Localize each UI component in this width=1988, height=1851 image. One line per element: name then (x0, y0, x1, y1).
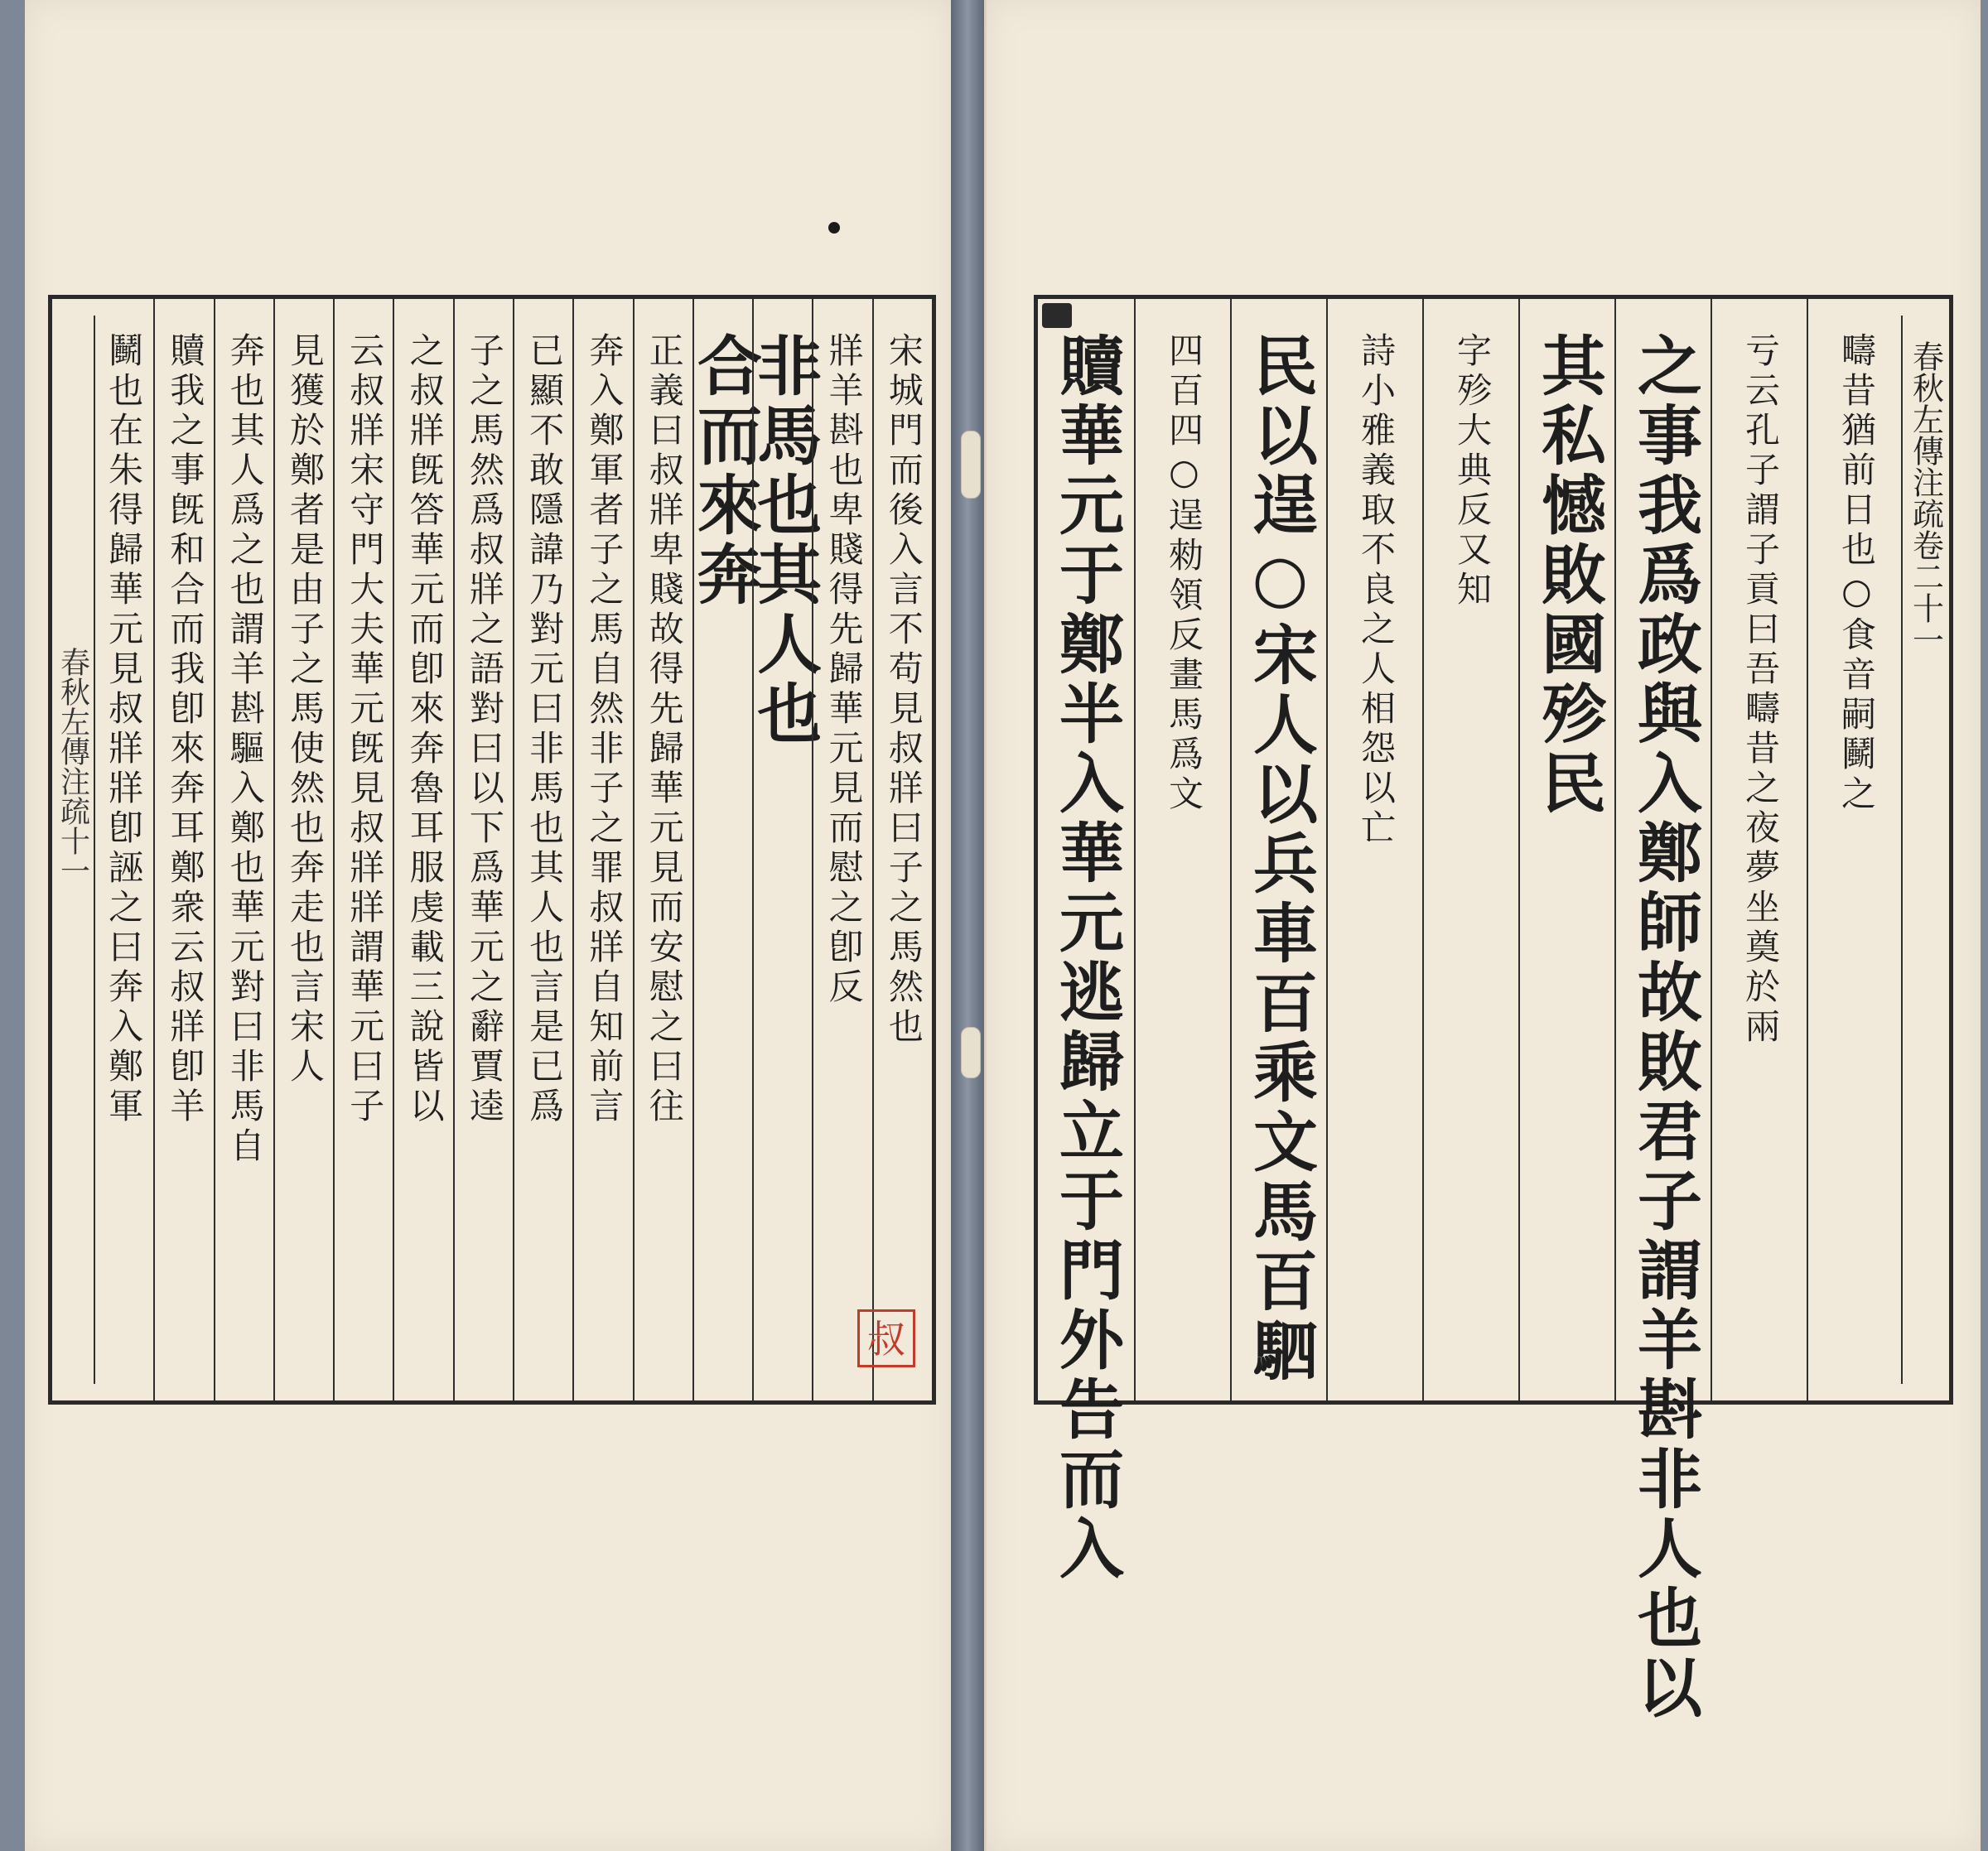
right-text-frame (1034, 295, 1953, 1723)
column-text: 之事我爲政與入鄭師故敗君子謂羊斟非人也以 (1627, 332, 1702, 1723)
text-column (572, 299, 634, 1400)
left-text-frame (48, 295, 936, 1405)
text-column (214, 299, 275, 1400)
column-text: 云叔牂宋守門大夫華元旣見叔牂牂謂華元曰子 (345, 332, 386, 1127)
binding-thread (961, 1027, 981, 1078)
left-margin-strip (52, 316, 95, 1384)
column-text: 奔也其人爲之也謂羊斟驅入鄭也華元對曰非馬自 (224, 332, 266, 1167)
text-column (1038, 299, 1134, 1584)
text-column (1326, 299, 1424, 1400)
text-column (1134, 299, 1232, 1400)
column-text: 非馬也其人也 (746, 332, 823, 750)
seal-char: 叔 (867, 1317, 905, 1362)
column-text: 鬭也在朱得歸華元見叔牂牂卽誣之曰奔入鄭軍 (104, 332, 145, 1127)
corner-mark (1042, 303, 1072, 328)
column-text: 正義曰叔牂卑賤故得先歸華元見而安慰之曰往 (644, 332, 685, 1127)
text-column (393, 299, 454, 1400)
text-column (94, 299, 153, 1400)
text-column (812, 299, 873, 1400)
column-text: 子之馬然爲叔牂之語對曰以下爲華元之辭賈逵 (464, 332, 505, 1127)
column-text: 民以逞○宋人以兵車百乘文馬百駟 (1242, 332, 1318, 1386)
column-text: 之叔牂旣答華元而卽來奔魯耳服虔載三說皆以 (404, 332, 446, 1127)
text-column (1614, 299, 1712, 1723)
text-column (333, 299, 394, 1400)
text-column (453, 299, 514, 1400)
text-column (872, 299, 934, 1400)
margin-title: 春秋左傳注疏十一 (55, 647, 90, 885)
text-column (1711, 299, 1808, 1400)
column-text: 四百四○逞勑領反畫馬爲文 (1164, 332, 1204, 815)
text-column (1230, 299, 1328, 1400)
column-text: 牂羊斟也卑賤得先歸華元見而慰之卽反 (823, 332, 865, 1008)
column-text: 亏云孔子謂子貢曰吾疇昔之夜夢坐奠於兩 (1740, 332, 1781, 1048)
binding-thread (961, 431, 981, 499)
column-text: 疇昔猶前日也○食音嗣鬭之 (1836, 332, 1877, 815)
column-text: 宋城門而後入言不苟見叔牂曰子之馬然也 (883, 332, 924, 1048)
margin-title: 春秋左傳注疏卷二十一 (1907, 340, 1944, 655)
column-text: 已顯不敢隱諱乃對元曰非馬也其人也言是已爲 (524, 332, 566, 1127)
column-text: 合而來奔 (686, 332, 762, 610)
text-column (1422, 299, 1520, 1400)
column-text: 贖華元于鄭半入華元逃歸立于門外告而入 (1049, 332, 1124, 1584)
ink-dot (828, 222, 840, 234)
red-seal (857, 1309, 915, 1367)
text-column (1518, 299, 1616, 1400)
column-text: 贖我之事旣和合而我卽來奔耳鄭衆云叔牂卽羊 (165, 332, 206, 1127)
column-text: 字殄大典反又知 (1452, 332, 1493, 610)
text-column (513, 299, 574, 1400)
column-text: 奔入鄭軍者子之馬自然非子之罪叔牂自知前言 (584, 332, 625, 1127)
text-column (746, 299, 823, 1400)
column-text: 詩小雅義取不良之人相怨以亡 (1356, 332, 1397, 849)
text-column (273, 299, 335, 1400)
text-column (1807, 299, 1904, 1400)
book-gutter (951, 0, 984, 1851)
column-text: 見獲於鄭者是由子之馬使然也奔走也言宋人 (284, 332, 326, 1087)
text-column (153, 299, 215, 1400)
right-margin-strip (1901, 316, 1949, 1384)
column-text: 其私憾敗國殄民 (1531, 332, 1606, 819)
